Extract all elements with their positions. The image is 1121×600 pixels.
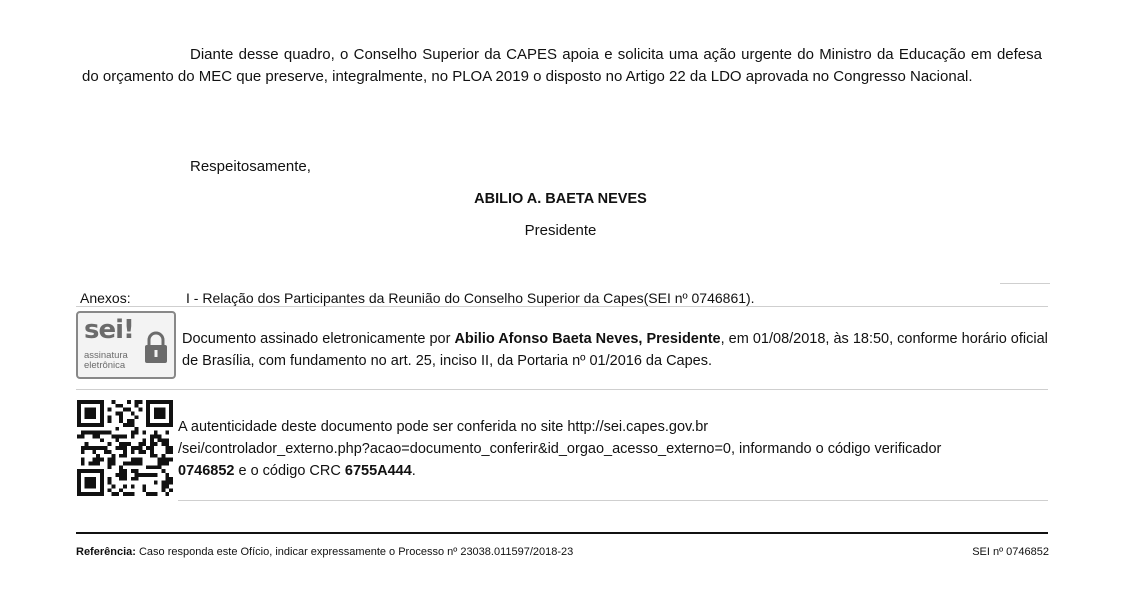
crc-code: 6755A444 xyxy=(344,463,412,479)
footer-reference: Referência: Caso responda este Ofício, indicar expressamente o Processo nº 23038.011597/2018-23 xyxy=(76,546,574,558)
qr-code-icon xyxy=(76,400,174,496)
divider xyxy=(76,306,1048,307)
divider xyxy=(178,500,1048,501)
authenticity-statement: A autenticidade deste documento pode ser conferida no site http://sei.capes.gov.br /sei/controlador_externo.php?acao=documento_conferir&id_orgao_acesso_externo=0, informando o código verificador 0746852 e o código CRC 6755A444. xyxy=(178,419,942,479)
body-paragraph: Diante desse quadro, o Conselho Superior da CAPES apoia e solicita uma ação urgente do Ministro da Educação em defesa do orçamento do MEC que preserve, integralmente, no PLOA 2019 o disposto no Artigo 22 da LDO aprovada no Congresso Nacional. xyxy=(82,46,1042,85)
signer-name: ABILIO A. BAETA NEVES xyxy=(474,191,647,207)
signature-name: Abilio Afonso Baeta Neves, Presidente xyxy=(454,331,721,347)
lock-icon xyxy=(142,331,170,365)
divider xyxy=(1000,283,1050,284)
annex-label: Anexos: xyxy=(80,290,131,306)
footer-sei-number: SEI nº 0746852 xyxy=(972,546,1049,558)
annex-text: I - Relação dos Participantes da Reunião do Conselho Superior da Capes(SEI nº 0746861). xyxy=(186,290,755,306)
seal-subtitle: assinatura eletrônica xyxy=(84,350,128,371)
signature-statement: Documento assinado eletronicamente por Abilio Afonso Baeta Neves, Presidente, em 01/08/2018, às 18:50, conforme horário oficial de Brasília, com fundamento no art. 25, inciso II, da Portaria nº 01/2016 da Capes. xyxy=(182,331,1048,369)
closing-salutation: Respeitosamente, xyxy=(190,158,311,175)
footer-divider xyxy=(76,532,1048,534)
sei-signature-seal xyxy=(76,311,176,379)
divider xyxy=(76,389,1048,390)
verifier-code: 0746852 xyxy=(178,463,235,479)
sei-logo: sei! xyxy=(84,315,134,345)
signer-role: Presidente xyxy=(524,222,597,239)
